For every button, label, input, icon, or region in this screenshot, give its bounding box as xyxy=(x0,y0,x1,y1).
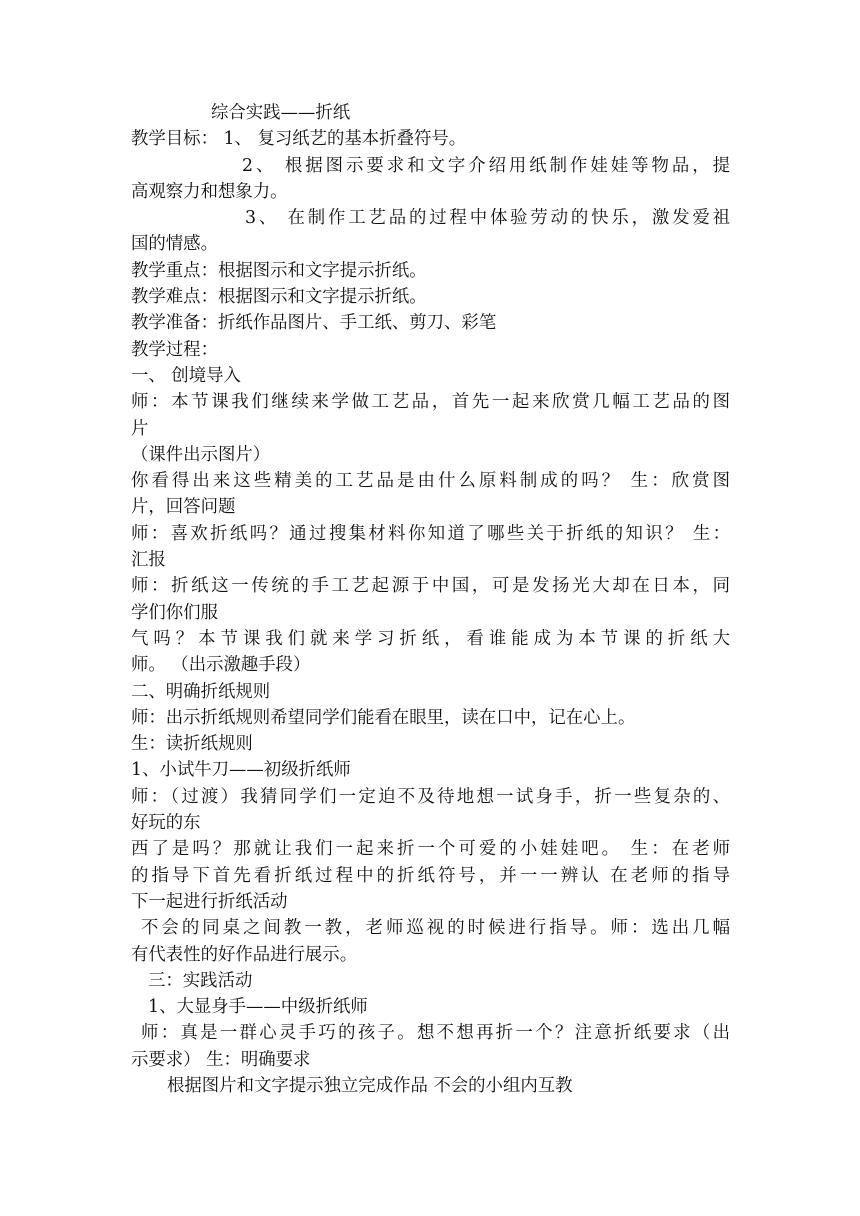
text-line: 好玩的东 xyxy=(131,813,201,834)
section-heading: 三：实践活动 xyxy=(148,970,253,991)
text-line: 示要求） 生：明确要求 xyxy=(131,1049,311,1070)
text-line: 教学目标： 1、 复习纸艺的基本折叠符号。 xyxy=(131,129,467,150)
section-heading: 二、明确折纸规则 xyxy=(131,681,271,702)
text-line: 师：真是一群心灵手巧的孩子。想不想再折一个？注意折纸要求（出 xyxy=(141,1023,730,1044)
text-line: 下一起进行折纸活动 xyxy=(131,891,288,912)
text-line: 师。 （出示激趣手段） xyxy=(131,655,311,676)
text-line: 师：本节课我们继续来学做工艺品，首先一起来欣赏几幅工艺品的图 xyxy=(131,392,730,413)
subsection-heading: 1、大显身手——中级折纸师 xyxy=(148,997,368,1018)
text-line: 高观察力和想象力。 xyxy=(131,181,288,202)
text-line: 汇报 xyxy=(131,550,166,571)
document-body xyxy=(131,100,730,1099)
text-line: 师：折纸这一传统的手工艺起源于中国，可是发扬光大却在日本，同 xyxy=(131,576,730,597)
text-line: 教学难点：根据图示和文字提示折纸。 xyxy=(131,287,427,308)
text-line: 国的情感。 xyxy=(131,234,218,255)
text-line: 教学重点：根据图示和文字提示折纸。 xyxy=(131,260,427,281)
text-line: 气吗？本节课我们就来学习折纸，看谁能成为本节课的折纸大 xyxy=(131,628,730,649)
text-line: 教学准备：折纸作品图片、手工纸、剪刀、彩笔 xyxy=(131,313,497,334)
text-line: 你看得出来这些精美的工艺品是由什么原料制成的吗？ 生：欣赏图 xyxy=(131,471,730,492)
text-line: 根据图片和文字提示独立完成作品 不会的小组内互教 xyxy=(167,1075,573,1096)
text-line: 西了是吗？那就让我们一起来折一个可爱的小娃娃吧。 生：在老师 xyxy=(131,839,730,860)
text-line: 有代表性的好作品进行展示。 xyxy=(131,944,358,965)
text-line: 学们你们服 xyxy=(131,602,218,623)
text-line: 师：（过渡）我猜同学们一定迫不及待地想一试身手，折一些复杂的、 xyxy=(131,786,730,807)
text-line: 片，回答问题 xyxy=(131,497,236,518)
text-line: 的指导下首先看折纸过程中的折纸符号，并一一辨认 在老师的指导 xyxy=(131,865,730,886)
document-title: 综合实践——折纸 xyxy=(211,103,351,123)
text-line: 片 xyxy=(131,418,149,439)
text-line: 师：喜欢折纸吗？通过搜集材料你知道了哪些关于折纸的知识？ 生： xyxy=(131,523,730,544)
text-line: 不会的同桌之间教一教，老师巡视的时候进行指导。师：选出几幅 xyxy=(141,918,730,939)
text-line: 2、 根据图示要求和文字介绍用纸制作娃娃等物品，提 xyxy=(242,155,730,176)
subsection-heading: 1、小试牛刀——初级折纸师 xyxy=(131,760,351,781)
text-line: 3、 在制作工艺品的过程中体验劳动的快乐，激发爱祖 xyxy=(245,208,730,229)
text-line: 教学过程： xyxy=(131,339,218,360)
text-line: 师：出示折纸规则希望同学们能看在眼里，读在口中，记在心上。 xyxy=(131,707,636,728)
text-line: 生：读折纸规则 xyxy=(131,734,253,755)
text-line: （课件出示图片） xyxy=(131,444,271,465)
text-line: 一、 创境导入 xyxy=(131,365,241,386)
